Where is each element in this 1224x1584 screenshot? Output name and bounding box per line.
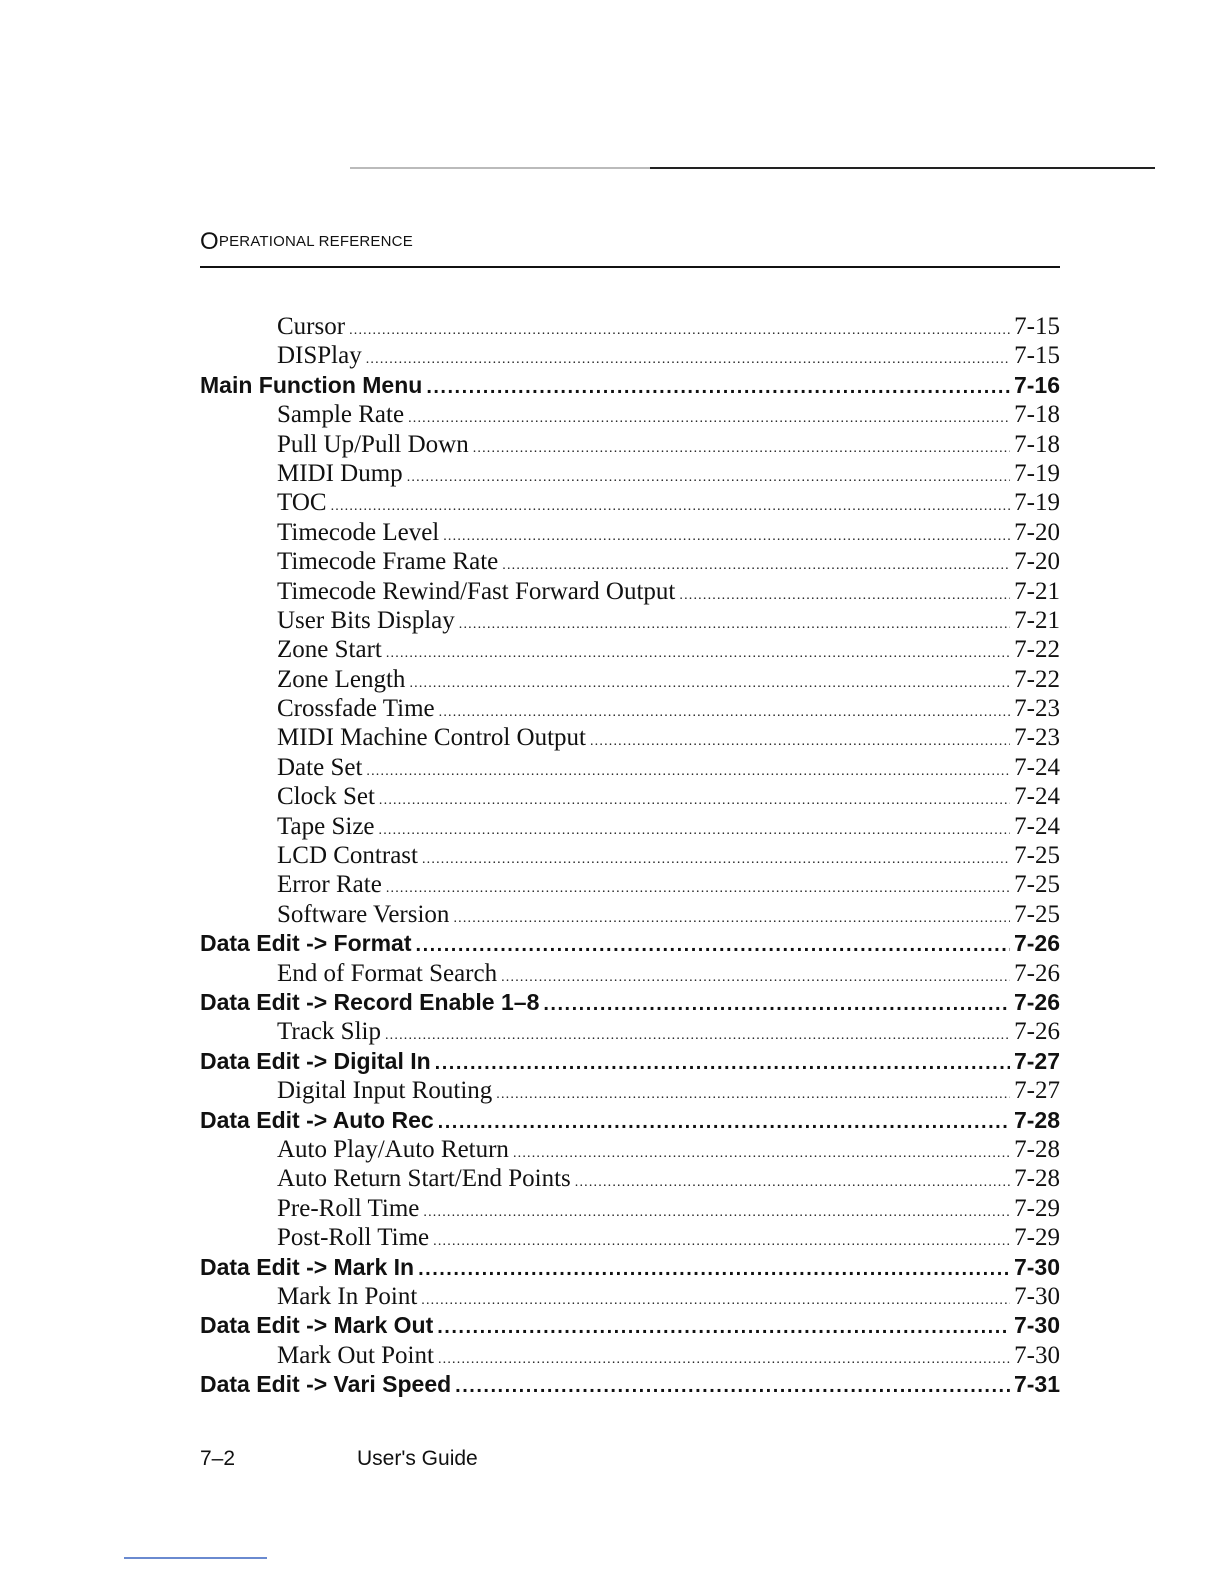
toc-entry-page: 7-16 <box>1013 371 1060 398</box>
toc-entry-label: Clock Set <box>277 783 375 811</box>
toc-entry-label: LCD Contrast <box>277 842 418 870</box>
toc-entry-label: End of Format Search <box>277 959 498 987</box>
toc-subentry <box>200 312 1060 341</box>
toc-entry-page: 7-20 <box>1014 518 1060 546</box>
toc-subentry <box>200 1017 1060 1046</box>
toc-subentry <box>200 723 1060 752</box>
toc-entry-page: 7-26 <box>1014 1018 1060 1046</box>
toc-entry-label: Track Slip <box>277 1018 381 1046</box>
toc-subentry <box>200 665 1060 694</box>
toc-entry-label: Pre-Roll Time <box>277 1194 420 1222</box>
toc-entry-page: 7-25 <box>1014 842 1060 870</box>
toc-entry-label: Data Edit -> Mark Out <box>200 1312 434 1339</box>
dot-leader <box>679 577 1010 610</box>
toc-entry-page: 7-24 <box>1014 812 1060 840</box>
dot-leader <box>426 371 1010 402</box>
toc-subentry <box>200 782 1060 811</box>
toc-entry-label: Data Edit -> Record Enable 1–8 <box>200 988 540 1015</box>
toc-section-entry <box>200 1106 1060 1135</box>
toc-entry-label: Zone Start <box>277 636 382 664</box>
dot-leader <box>408 400 1010 433</box>
toc-entry-page: 7-23 <box>1014 724 1060 752</box>
toc-entry-label: Auto Play/Auto Return <box>277 1135 509 1163</box>
running-header-initial: O <box>200 228 219 255</box>
toc-entry-label: Software Version <box>277 900 450 928</box>
toc-subentry <box>200 694 1060 723</box>
toc-subentry <box>200 1135 1060 1164</box>
dot-leader <box>438 1341 1010 1374</box>
toc-entry-page: 7-26 <box>1014 959 1060 987</box>
toc-entry-page: 7-22 <box>1014 636 1060 664</box>
toc-subentry <box>200 812 1060 841</box>
dot-leader <box>435 1047 1010 1078</box>
page-footer <box>200 1447 478 1471</box>
toc-subentry <box>200 841 1060 870</box>
dot-leader <box>443 518 1010 551</box>
dot-leader <box>331 488 1011 521</box>
toc-entry-page: 7-23 <box>1014 695 1060 723</box>
toc-subentry <box>200 1341 1060 1370</box>
toc-entry-page: 7-19 <box>1014 489 1060 517</box>
toc-entry-page: 7-18 <box>1014 401 1060 429</box>
dot-leader <box>513 1135 1010 1168</box>
toc-entry-page: 7-28 <box>1014 1135 1060 1163</box>
toc-entry-label: TOC <box>277 489 327 517</box>
toc-entry-page: 7-26 <box>1013 988 1060 1015</box>
toc-entry-label: Mark Out Point <box>277 1341 434 1369</box>
toc-entry-label: Mark In Point <box>277 1282 418 1310</box>
dot-leader <box>421 1282 1010 1315</box>
table-of-contents <box>200 312 1060 1399</box>
dot-leader <box>423 1194 1010 1227</box>
toc-entry-label: Date Set <box>277 753 363 781</box>
toc-entry-label: Auto Return Start/End Points <box>277 1165 571 1193</box>
toc-entry-label: Timecode Frame Rate <box>277 548 499 576</box>
toc-entry-label: Post-Roll Time <box>277 1224 430 1252</box>
footer-page-number: 7–2 <box>200 1447 236 1470</box>
dot-leader <box>543 988 1010 1019</box>
toc-entry-label: DISPlay <box>277 342 362 370</box>
dot-leader <box>453 900 1010 933</box>
running-header <box>200 230 1060 268</box>
toc-section-entry <box>200 1370 1060 1399</box>
toc-entry-label: Timecode Rewind/Fast Forward Output <box>277 577 676 605</box>
toc-subentry <box>200 635 1060 664</box>
toc-entry-page: 7-24 <box>1014 783 1060 811</box>
toc-subentry <box>200 518 1060 547</box>
toc-entry-page: 7-19 <box>1014 459 1060 487</box>
toc-entry-page: 7-30 <box>1014 1341 1060 1369</box>
toc-entry-page: 7-22 <box>1014 665 1060 693</box>
running-header-rest: PERATIONAL REFERENCE <box>218 233 413 250</box>
toc-subentry <box>200 606 1060 635</box>
running-header-text <box>200 228 413 256</box>
toc-entry-label: MIDI Dump <box>277 459 403 487</box>
dot-leader <box>379 782 1010 815</box>
toc-entry-label: Error Rate <box>277 871 382 899</box>
toc-subentry <box>200 1164 1060 1193</box>
toc-entry-label: Zone Length <box>277 665 406 693</box>
dot-leader <box>366 753 1010 786</box>
dot-leader <box>473 430 1010 463</box>
toc-subentry <box>200 1282 1060 1311</box>
toc-entry-page: 7-25 <box>1014 871 1060 899</box>
toc-entry-label: Data Edit -> Format <box>200 930 412 957</box>
toc-entry-page: 7-18 <box>1014 430 1060 458</box>
toc-entry-label: Data Edit -> Digital In <box>200 1047 431 1074</box>
toc-entry-label: Data Edit -> Mark In <box>200 1253 415 1280</box>
toc-entry-page: 7-29 <box>1014 1224 1060 1252</box>
toc-entry-label: Main Function Menu <box>200 371 423 398</box>
toc-entry-page: 7-15 <box>1014 342 1060 370</box>
toc-entry-page: 7-31 <box>1013 1371 1060 1398</box>
dot-leader <box>433 1223 1010 1256</box>
dot-leader <box>409 665 1010 698</box>
top-rule-faint <box>350 167 650 169</box>
dot-leader <box>501 959 1010 992</box>
dot-leader <box>418 1253 1010 1284</box>
toc-entry-page: 7-15 <box>1014 313 1060 340</box>
footer-book-title: User's Guide <box>357 1447 478 1470</box>
toc-entry-page: 7-24 <box>1014 753 1060 781</box>
toc-entry-label: Tape Size <box>277 812 375 840</box>
toc-entry-label: User Bits Display <box>277 606 455 634</box>
toc-subentry <box>200 1076 1060 1105</box>
dot-leader <box>385 1017 1010 1050</box>
toc-entry-label: MIDI Machine Control Output <box>277 724 586 752</box>
toc-entry-label: Crossfade Time <box>277 695 435 723</box>
dot-leader <box>366 341 1010 374</box>
toc-subentry <box>200 1194 1060 1223</box>
dot-leader <box>416 929 1010 960</box>
bottom-scan-mark <box>124 1557 267 1559</box>
dot-leader <box>386 635 1010 668</box>
toc-entry-page: 7-30 <box>1013 1253 1060 1280</box>
toc-entry-page: 7-21 <box>1014 577 1060 605</box>
dot-leader <box>575 1164 1010 1197</box>
toc-entry-page: 7-28 <box>1014 1165 1060 1193</box>
toc-subentry <box>200 400 1060 429</box>
dot-leader <box>496 1076 1010 1109</box>
dot-leader <box>379 812 1011 845</box>
toc-subentry <box>200 1223 1060 1252</box>
toc-subentry <box>200 341 1060 370</box>
toc-entry-page: 7-27 <box>1014 1077 1060 1105</box>
dot-leader <box>407 459 1010 492</box>
toc-subentry <box>200 959 1060 988</box>
toc-subentry <box>200 900 1060 929</box>
dot-leader <box>386 870 1010 903</box>
toc-section-entry <box>200 929 1060 958</box>
toc-entry-label: Data Edit -> Auto Rec <box>200 1106 434 1133</box>
toc-entry-label: Digital Input Routing <box>277 1077 493 1105</box>
toc-entry-page: 7-30 <box>1014 1282 1060 1310</box>
toc-section-entry <box>200 1253 1060 1282</box>
toc-subentry <box>200 488 1060 517</box>
toc-entry-page: 7-20 <box>1014 548 1060 576</box>
dot-leader <box>455 1370 1010 1401</box>
toc-entry-label: Sample Rate <box>277 401 405 429</box>
toc-entry-page: 7-25 <box>1014 900 1060 928</box>
toc-subentry <box>200 870 1060 899</box>
dot-leader <box>439 694 1011 727</box>
toc-entry-label: Timecode Level <box>277 518 440 546</box>
toc-entry-page: 7-28 <box>1013 1106 1060 1133</box>
dot-leader <box>437 1311 1010 1342</box>
toc-entry-label: Cursor <box>277 313 346 340</box>
toc-entry-page: 7-30 <box>1013 1312 1060 1339</box>
dot-leader <box>349 312 1010 345</box>
toc-section-entry <box>200 1311 1060 1340</box>
toc-section-entry <box>200 1047 1060 1076</box>
dot-leader <box>590 723 1010 756</box>
dot-leader <box>459 606 1010 639</box>
toc-section-entry <box>200 988 1060 1017</box>
toc-entry-page: 7-27 <box>1013 1047 1060 1074</box>
dot-leader <box>422 841 1010 874</box>
toc-entry-page: 7-26 <box>1013 930 1060 957</box>
toc-subentry <box>200 547 1060 576</box>
toc-entry-label: Data Edit -> Vari Speed <box>200 1371 452 1398</box>
toc-entry-label: Pull Up/Pull Down <box>277 430 469 458</box>
toc-entry-page: 7-29 <box>1014 1194 1060 1222</box>
toc-subentry <box>200 430 1060 459</box>
toc-subentry <box>200 753 1060 782</box>
dot-leader <box>502 547 1010 580</box>
toc-subentry <box>200 459 1060 488</box>
toc-subentry <box>200 577 1060 606</box>
dot-leader <box>438 1106 1010 1137</box>
toc-section-entry <box>200 371 1060 400</box>
toc-entry-page: 7-21 <box>1014 606 1060 634</box>
